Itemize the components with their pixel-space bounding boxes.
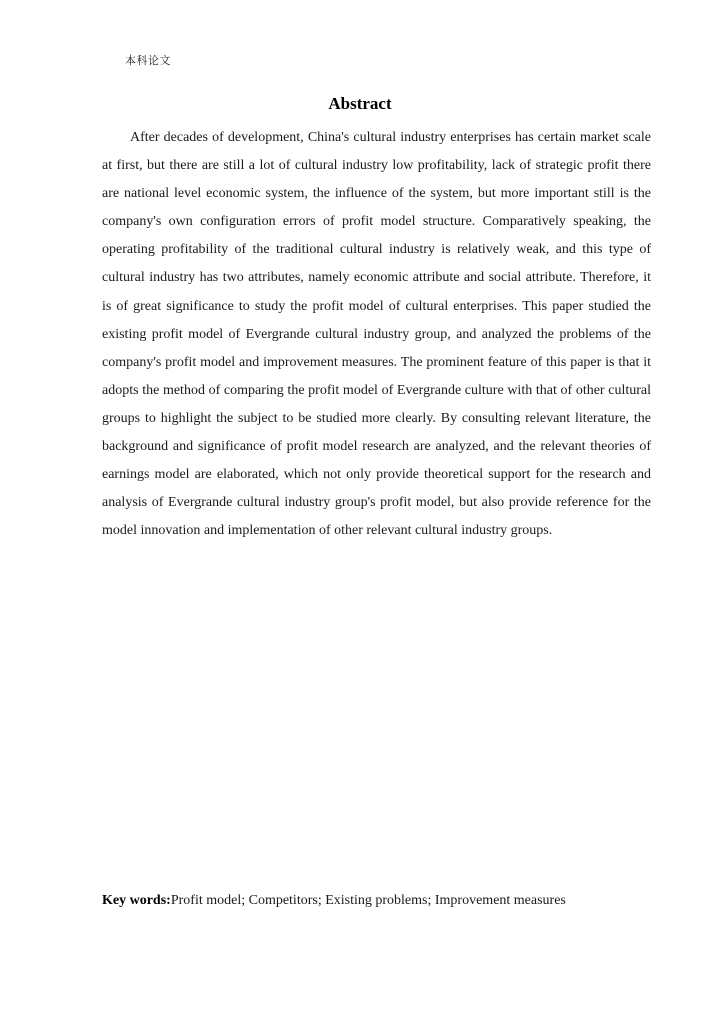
keywords-label: Key words: — [102, 893, 171, 908]
running-header: 本科论文 — [125, 54, 171, 67]
abstract-body: After decades of development, China's cultural industry enterprises has certain market scale at first, but there are still a lot of cultural industry low profitability, lack of strategic profit there are national level economic system, the influence of the system, but more important still is the company's own configuration errors of profit model structure. Comparatively speaking, the operating profitability of the traditional cultural industry is relatively weak, and this type of cultural industry has two attributes, namely economic attribute and social attribute. Therefore, it is of great significance to study the profit model of cultural enterprises. This paper studied the existing profit model of Evergrande cultural industry group, and analyzed the problems of the company's profit model and improvement measures. The prominent feature of this paper is that it adopts the method of comparing the profit model of Evergrande culture with that of other cultural groups to highlight the subject to be studied more clearly. By consulting relevant literature, the background and significance of profit model research are analyzed, and the relevant theories of earnings model are elaborated, which not only provide theoretical support for the research and analysis of Evergrande cultural industry group's profit model, but also provide reference for the model innovation and implementation of other relevant cultural industry groups. — [102, 130, 651, 539]
keywords-line — [102, 890, 566, 912]
abstract-title: Abstract — [328, 94, 392, 113]
keywords-text: Profit model; Competitors; Existing problems; Improvement measures — [170, 893, 566, 908]
